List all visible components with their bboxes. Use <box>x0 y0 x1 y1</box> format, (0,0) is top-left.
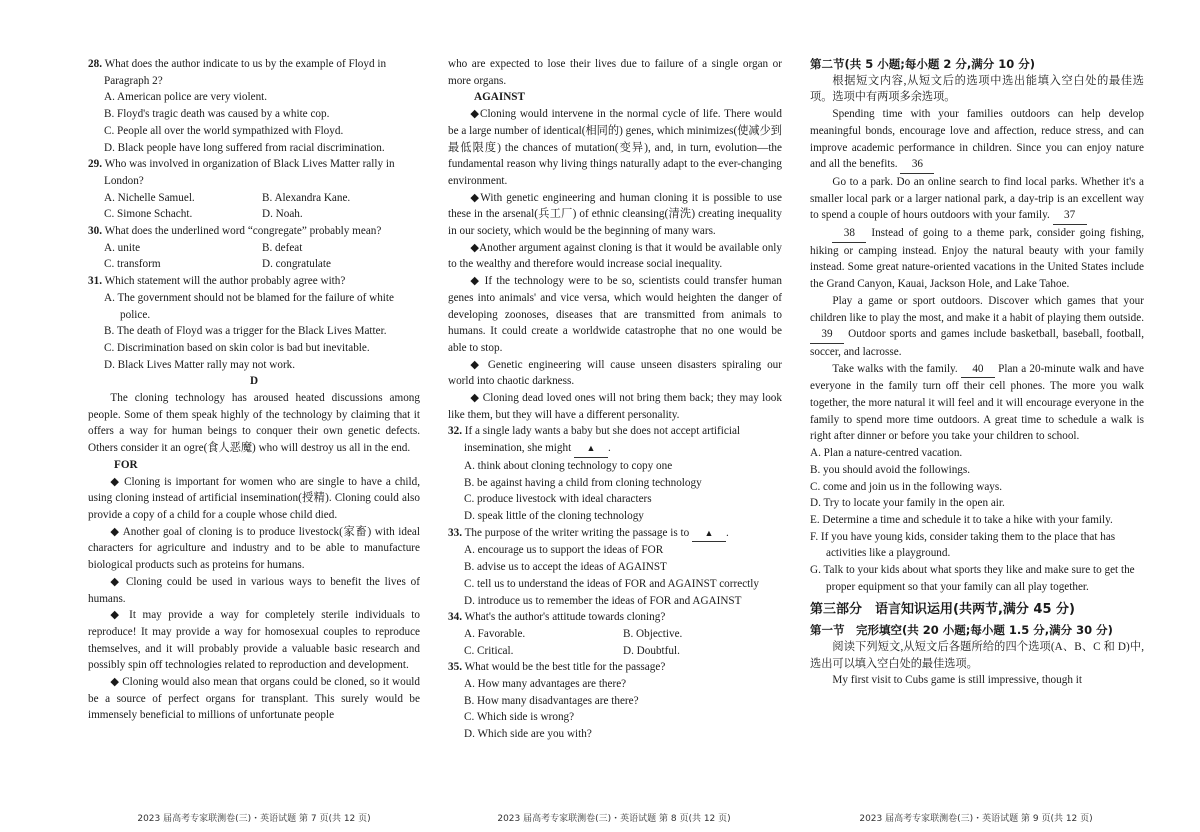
blank-37: 37 <box>1053 207 1087 225</box>
options-30-row2: C. transform D. congratulate <box>104 258 331 271</box>
options-34-row1: A. Favorable. B. Objective. <box>464 627 683 640</box>
section-1-instructions: 阅读下列短文,从短文后各题所给的四个选项(A、B、C 和 D)中,选出可以填入空白处的最佳选项。 <box>810 640 1144 670</box>
against-point-1: ◆Cloning would intervene in the normal cycle of life. There would be a large number of identical(相同的) genes, which minimizes(使减少到最低限度) the chances of mutation(变异), and, in turn, evolution—the fundamental reason why living things naturally adapt to the ever-changing environment. <box>448 108 782 187</box>
for-heading: FOR <box>114 458 138 471</box>
option-31a: A. The government should not be blamed for the failure of white police. <box>104 291 394 321</box>
option-31b: B. The death of Floyd was a trigger for the Black Lives Matter. <box>104 325 387 338</box>
triangle-icon: ▲ <box>586 443 596 454</box>
against-point-2: ◆With genetic engineering and human cloning it is possible to use these in the arsenal(兵工厂) of ethnic cleansing(清洗) creating inequality in our society, which would be the beginning of many wars. <box>448 191 782 238</box>
against-heading: AGAINST <box>474 91 525 104</box>
page-7-column <box>88 56 420 724</box>
passage-continuation: who are expected to lose their lives due to failure of a single organ or more organs. <box>448 58 782 87</box>
option-35b: B. How many disadvantages are there? <box>464 694 639 707</box>
question-33: 33. The purpose of the writer writing the passage is to ▲ . <box>448 525 782 543</box>
options-29-row2: C. Simone Schacht. D. Noah. <box>104 208 303 221</box>
option-28d: D. Black people have long suffered from racial discrimination. <box>104 141 385 154</box>
option-31d: D. Black Lives Matter rally may not work. <box>104 358 296 371</box>
against-point-6: ◆ Cloning dead loved ones will not bring them back; they may look like them, but they will have a different personality. <box>448 392 782 421</box>
question-29: 29. Who was involved in organization of Black Lives Matter rally in London? <box>88 158 395 187</box>
for-point-5: ◆ Cloning would also mean that organs could be cloned, so it would be a source of perfect organs for transplant. This surely would be immensely beneficial to millions of unfortunate people <box>88 676 420 722</box>
passage-para-2: Go to a park. Do an online search to find local parks. Whether it's a smaller local park or a larger national park, a day-trip is an excellent way to spend a couple of hours outdoors with your family. 37 <box>810 174 1144 225</box>
footer-page-7: 2023 届高考专家联测卷(三)・英语试题 第 7 页(共 12 页) <box>137 814 371 824</box>
option-32b: B. be against having a child from cloning technology <box>464 476 702 489</box>
question-31: 31. Which statement will the author probably agree with? <box>88 275 346 288</box>
option-28a: A. American police are very violent. <box>104 91 268 104</box>
for-point-3: ◆ Cloning could be used in various ways to benefit the lives of humans. <box>88 575 420 605</box>
footer-page-8: 2023 届高考专家联测卷(三)・英语试题 第 8 页(共 12 页) <box>497 814 731 824</box>
options-34-row2: C. Critical. D. Doubtful. <box>464 644 680 657</box>
option-33d: D. introduce us to remember the ideas of FOR and AGAINST <box>464 594 742 607</box>
for-point-2: ◆ Another goal of cloning is to produce livestock(家畜) with ideal characters for agriculture and industry and to be able to manufacture biological products such as proteins for humans. <box>88 525 420 572</box>
option-g: G. Talk to your kids about what sports they like and make sure to get the proper equipment so that your family can all play together. <box>810 564 1135 593</box>
option-32d: D. speak little of the cloning technology <box>464 509 644 522</box>
blank-39: 39 <box>810 326 844 344</box>
against-point-4: ◆ If the technology were to be so, scientists could transfer human genes into animals' and vice versa, which would heighten the danger of developing zoonoses, diseases that are transmitted from animals to humans. It could create a worldwide catastrophe that no one would be able to stop. <box>448 275 782 354</box>
footer-page-9: 2023 届高考专家联测卷(三)・英语试题 第 9 页(共 12 页) <box>859 814 1093 824</box>
option-33c: C. tell us to understand the ideas of FOR and AGAINST correctly <box>464 577 759 590</box>
passage-para-5: Take walks with the family. 40 Plan a 20-minute walk and have everyone in the family turn off their cell phones. The more you walk together, the more natural it will feel and it will encourage everyone in the family to spend more time outdoors. A great time to schedule a walk is right after dinner or before you take your children to school. <box>810 362 1144 443</box>
option-a: A. Plan a nature-centred vacation. <box>810 447 963 460</box>
cloze-passage-start: My first visit to Cubs game is still impressive, though it <box>832 674 1082 687</box>
blank-38: 38 <box>832 225 866 243</box>
answer-blank-33 <box>692 525 726 543</box>
question-35: 35. What would be the best title for the passage? <box>448 661 666 674</box>
passage-para-1: Spending time with your families outdoors can help develop meaningful bonds, encourage love and affection, reduce stress, and can improve academic performance in children. Since you can enjoy nature and all the benefits. 36 <box>810 106 1144 174</box>
options-30-row1: A. unite B. defeat <box>104 241 303 254</box>
option-32c: C. produce livestock with ideal characters <box>464 493 652 506</box>
page-8-column <box>448 56 782 743</box>
option-35a: A. How many advantages are there? <box>464 678 627 691</box>
question-30: 30. What does the underlined word “congregate” probably mean? <box>88 225 382 238</box>
page-9-column <box>810 56 1144 689</box>
option-e: E. Determine a time and schedule it to take a hike with your family. <box>810 513 1113 526</box>
option-33a: A. encourage us to support the ideas of FOR <box>464 544 664 557</box>
against-point-5: ◆ Genetic engineering will cause unseen disasters spiraling our world into chaotic darkness. <box>448 358 782 388</box>
option-b: B. you should avoid the followings. <box>810 463 971 476</box>
passage-para-3: 38 Instead of going to a theme park, consider going fishing, hiking or camping instead. Enjoy the natural beauty with your family instead. Some great nature-oriented vacations in the United States include the Grand Canyon, Kauai, Jackson Hole, and Lake Tahoe. <box>810 227 1145 291</box>
section-2-instructions: 根据短文内容,从短文后的选项中选出能填入空白处的最佳选项。选项中有两项多余选项。 <box>810 74 1144 104</box>
option-35c: C. Which side is wrong? <box>464 711 575 724</box>
against-point-3: ◆Another argument against cloning is that it would be available only to the wealthy and therefore would increase social inequality. <box>448 241 782 271</box>
part-3-title: 第三部分 语言知识运用(共两节,满分 45 分) <box>810 601 1075 617</box>
option-d: D. Try to locate your family in the open air. <box>810 497 1005 510</box>
options-29-row1: A. Nichelle Samuel. B. Alexandra Kane. <box>104 191 351 204</box>
option-f: F. If you have young kids, consider taking them to the place that has activities like a playground. <box>810 530 1116 560</box>
option-28c: C. People all over the world sympathized with Floyd. <box>104 124 344 137</box>
passage-intro: The cloning technology has aroused heated discussions among people. Some of them speak highly of the technology by claiming that it offers a way for human beings to conquer their own genetic defects. Others consider it an ogre(食人恶魔) who will destroy us all in the end. <box>88 392 420 455</box>
option-33b: B. advise us to accept the ideas of AGAINST <box>464 561 667 574</box>
passage-para-4: Play a game or sport outdoors. Discover which games that your children like to play the most, and make it a habit of playing them outside. 39 Outdoor sports and games include basketball, baseball, football, soccer, and lacrosse. <box>810 294 1144 358</box>
option-35d: D. Which side are you with? <box>464 728 592 741</box>
option-32a: A. think about cloning technology to copy one <box>464 459 673 472</box>
option-28b: B. Floyd's tragic death was caused by a white cop. <box>104 108 330 121</box>
option-31c: C. Discrimination based on skin color is bad but inevitable. <box>104 341 370 354</box>
for-point-4: ◆ It may provide a way for completely sterile individuals to reproduce! It may provide a way for homosexual couples to reproduce themselves, and it will probably provide a valuable basic research and possibly spin off technologies related to reproduction and development. <box>88 609 420 672</box>
blank-40: 40 <box>961 361 995 379</box>
question-28: 28. What does the author indicate to us by the example of Floyd in Paragraph 2? <box>88 58 387 87</box>
section-d-heading: D <box>249 375 259 388</box>
question-34: 34. What's the author's attitude towards cloning? <box>448 611 666 624</box>
triangle-icon: ▲ <box>704 527 714 538</box>
question-32: 32. If a single lady wants a baby but she does not accept artificial insemination, she might ▲ . <box>448 423 782 457</box>
section-1-title: 第一节 完形填空(共 20 小题;每小题 1.5 分,满分 30 分) <box>810 623 1113 638</box>
for-point-1: ◆ Cloning is important for women who are single to have a child, using cloning instead of artificial insemination(授精). Cloning could also provide a copy of a child for a couple whose child died. <box>88 475 420 521</box>
blank-36: 36 <box>900 156 934 174</box>
section-2-title: 第二节(共 5 小题;每小题 2 分,满分 10 分) <box>810 57 1036 71</box>
answer-blank-32 <box>574 440 608 458</box>
option-c: C. come and join us in the following ways. <box>810 480 1003 493</box>
